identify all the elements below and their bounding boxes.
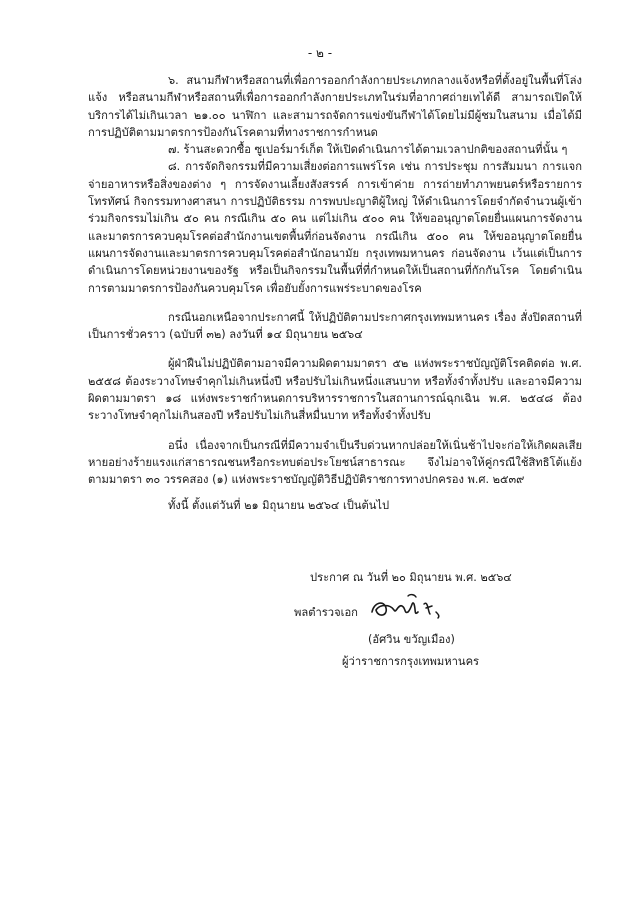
paragraph-effective-date: ทั้งนี้ ตั้งแต่วันที่ ๒๑ มิถุนายน ๒๕๖๔ เป็นต้นไป [168, 498, 390, 512]
announcement-date: ประกาศ ณ วันที่ ๒๐ มิถุนายน พ.ศ. ๒๕๖๔ [310, 571, 512, 584]
announcement-body [88, 72, 582, 514]
paragraph-penalty: ผู้ฝ่าฝืนไม่ปฏิบัติตามอาจมีความผิดตามมาตรา ๕๒ แห่งพระราชบัญญัติโรคติดต่อ พ.ศ. ๒๕๕๘ ต้องระวางโทษจำคุกไม่เกินหนึ่งปี หรือปรับไม่เกินหนึ่งแสนบาท หรือทั้งจำทั้งปรับ และอาจมีความผิดตามมาตรา ๑๘ แห่งพระราชกำหนดการบริหารราชการในสถานการณ์ฉุกเฉิน พ.ศ. ๒๕๔๘ ต้องระวางโทษจำคุกไม่เกินสองปี หรือปรับไม่เกินสี่หมื่นบาท หรือทั้งจำทั้งปรับ [88, 357, 582, 423]
paragraph-7: ๗. ร้านสะดวกซื้อ ซูเปอร์มาร์เก็ต ให้เปิดดำเนินการได้ตามเวลาปกติของสถานที่นั้น ๆ [168, 143, 568, 157]
page-number: - ๒ - [307, 46, 333, 60]
paragraph-other-cases: กรณีนอกเหนือจากประกาศนี้ ให้ปฏิบัติตามประกาศกรุงเทพมหานคร เรื่อง สั่งปิดสถานที่เป็นการชั่วคราว (ฉบับที่ ๓๒) ลงวันที่ ๑๔ มิถุนายน ๒๕๖๔ [88, 310, 582, 342]
signer-rank: พลตำรวจเอก [294, 606, 358, 619]
paragraph-urgency: อนึ่ง เนื่องจากเป็นกรณีที่มีความจำเป็นรีบด่วนหากปล่อยให้เนิ่นช้าไปจะก่อให้เกิดผลเสียหายอย่างร้ายแรงแก่สาธารณชนหรือกระทบต่อประโยชน์สาธารณะ จึงไม่อาจให้คู่กรณีใช้สิทธิโต้แย้ง ตามมาตรา ๓๐ วรรคสอง (๑) แห่งพระราชบัญญัติวิธีปฏิบัติราชการทางปกครอง พ.ศ. ๒๕๓๙ [88, 438, 582, 487]
handwritten-signature [368, 590, 448, 624]
paragraph-6: ๖. สนามกีฬาหรือสถานที่เพื่อการออกกำลังกายประเภทกลางแจ้งหรือที่ตั้งอยู่ในพื้นที่โล่งแจ้ง หรือสนามกีฬาหรือสถานที่เพื่อการออกกำลังกายประเภทในร่มที่อากาศถ่ายเทได้ดี สามารถเปิดให้บริการได้ไม่เกินเวลา ๒๑.๐๐ นาฬิกา และสามารถจัดการแข่งขันกีฬาได้โดยไม่มีผู้ชมในสนาม เมื่อได้มีการปฏิบัติตามมาตรการป้องกันโรคตามที่ทางราชการกำหนด [88, 74, 582, 139]
signer-title: ผู้ว่าราชการกรุงเทพมหานคร [342, 655, 480, 668]
paragraph-8: ๘. การจัดกิจกรรมที่มีความเสี่ยงต่อการแพร่โรค เช่น การประชุม การสัมมนา การแจกจ่ายอาหารหรือสิ่งของต่าง ๆ การจัดงานเลี้ยงสังสรรค์ การเข้าค่าย การถ่ายทำภาพยนตร์หรือรายการโทรทัศน์ กิจกรรมทางศาสนา การปฏิบัติธรรม การพบปะญาติผู้ใหญ่ ให้ดำเนินการโดยจำกัดจำนวนผู้เข้าร่วมกิจกรรมไม่เกิน ๕๐ คน กรณีเกิน ๕๐ คน แต่ไม่เกิน ๕๐๐ คน ให้ขออนุญาตโดยยื่นแผนการจัดงานและมาตรการควบคุมโรคต่อสำนักงานเขตพื้นที่ก่อนจัดงาน กรณีเกิน ๕๐๐ คน ให้ขออนุญาตโดยยื่นแผนการจัดงานและมาตรการควบคุมโรคต่อสำนักอนามัย กรุงเทพมหานคร ก่อนจัดงาน เว้นแต่เป็นการดำเนินการโดยหน่วยงานของรัฐ หรือเป็นกิจกรรมในพื้นที่ที่กำหนดให้เป็นสถานที่กักกันโรค โดยดำเนินการตามมาตรการป้องกันควบคุมโรค เพื่อยับยั้งการแพร่ระบาดของโรค [88, 160, 582, 295]
signer-name: (อัศวิน ขวัญเมือง) [368, 633, 455, 646]
